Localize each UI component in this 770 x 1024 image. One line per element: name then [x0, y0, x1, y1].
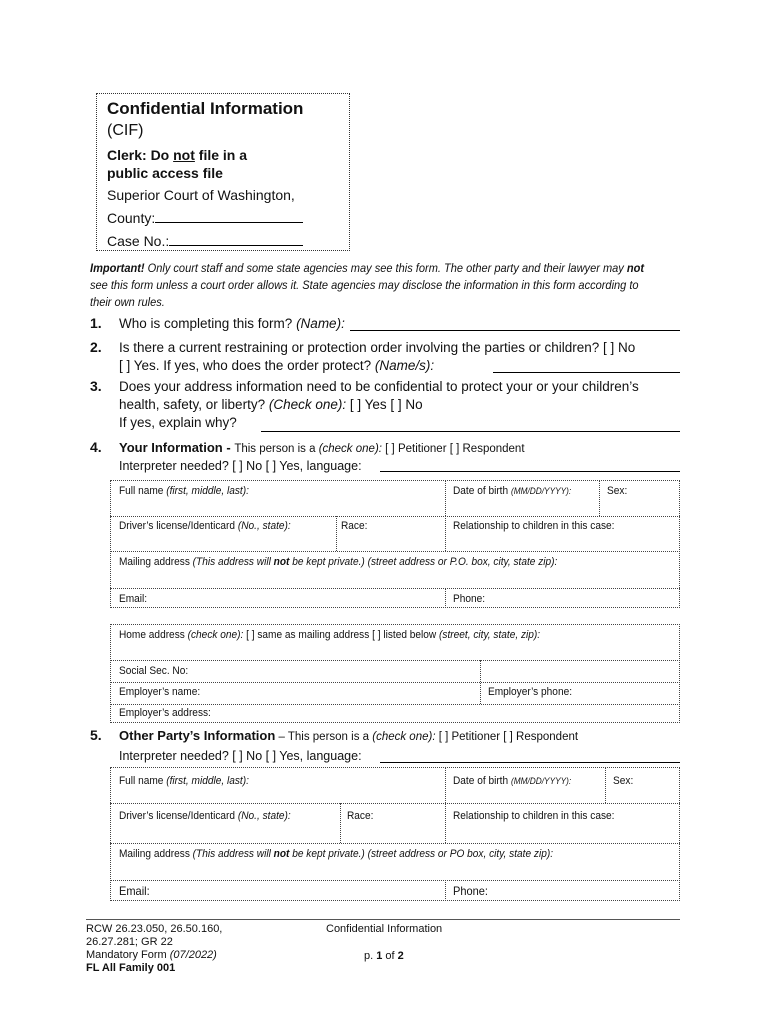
q4-interpreter: Interpreter needed? [ ] No [ ] Yes, language:: [119, 459, 362, 473]
table-divider: [445, 516, 446, 551]
table-divider: [445, 588, 446, 608]
page-pre: p.: [364, 950, 377, 962]
mailing-hint-rest: be kept private.) (street address or P.O. box, city, state zip):: [289, 556, 558, 568]
q2-number: 2.: [90, 339, 102, 355]
full-name-label: Full name: [119, 485, 167, 497]
footer-center-title: Confidential Information: [326, 923, 443, 935]
table-divider: [445, 880, 446, 901]
q5-header: [119, 727, 578, 746]
table-divider: [445, 803, 446, 843]
footer-date: (07/2022): [169, 949, 217, 961]
table-divider: [110, 682, 680, 683]
page-of: of: [382, 950, 398, 962]
dl-label: Driver’s license/Identicard: [119, 520, 238, 532]
q3-explain-field[interactable]: [261, 418, 680, 432]
mailing-hint: (This address will: [192, 556, 274, 568]
cif-title: Confidential Information: [107, 99, 304, 118]
q4-italic: (check one):: [318, 443, 382, 455]
q1-text: [119, 315, 345, 333]
full-name-cell[interactable]: [119, 485, 249, 497]
q2-names-field[interactable]: [493, 359, 680, 373]
sex-cell[interactable]: Sex:: [607, 485, 628, 497]
home-label: Home address: [119, 629, 188, 641]
footer-mandatory: Mandatory Form: [86, 949, 170, 961]
other-email-cell[interactable]: Email:: [119, 884, 150, 898]
table-divider: [445, 480, 446, 516]
other-phone-cell[interactable]: Phone:: [453, 884, 489, 898]
other-mailing-hint-rest: be kept private.) (street address or PO box, city, state zip):: [289, 848, 554, 860]
other-dl-cell[interactable]: [119, 810, 291, 822]
q3-line2-italic: (Check one):: [268, 397, 347, 412]
table-divider: [110, 880, 680, 881]
table-divider: [110, 803, 680, 804]
q2-line1: Is there a current restraining or protection order involving the parties or children? [ ] No: [119, 340, 636, 355]
court-name: Superior Court of Washington,: [107, 187, 295, 203]
other-full-name-hint: (first, middle, last):: [166, 775, 249, 787]
employer-phone-cell[interactable]: Employer’s phone:: [488, 686, 573, 698]
footer-rule: [86, 919, 680, 920]
mailing-hint-not: not: [273, 556, 290, 568]
cif-abbr: (CIF): [107, 122, 144, 139]
employer-name-cell[interactable]: Employer’s name:: [119, 686, 201, 698]
table-divider: [110, 551, 680, 552]
table-divider: [110, 843, 680, 844]
q3-number: 3.: [90, 378, 102, 394]
clerk-notice-not: not: [173, 147, 195, 163]
phone-cell[interactable]: Phone:: [453, 593, 486, 605]
mailing-address-cell[interactable]: [119, 556, 557, 568]
q4-choices: [ ] Petitioner [ ] Respondent: [381, 443, 525, 455]
mailing-label: Mailing address: [119, 556, 193, 568]
dob-label: Date of birth: [453, 485, 511, 497]
q4-number: 4.: [90, 439, 102, 455]
other-full-name-label: Full name: [119, 775, 167, 787]
q3-line2-text: health, safety, or liberty?: [119, 397, 269, 412]
other-mailing-hint-not: not: [273, 848, 290, 860]
q5-title: Other Party’s Information: [119, 728, 276, 743]
other-mailing-hint: (This address will: [192, 848, 274, 860]
full-name-hint: (first, middle, last):: [166, 485, 249, 497]
table-divider: [599, 480, 600, 516]
county-field[interactable]: [155, 210, 303, 223]
table-divider: [110, 704, 680, 705]
dl-cell[interactable]: [119, 520, 291, 532]
case-field[interactable]: [169, 233, 303, 246]
table-divider: [336, 516, 337, 551]
q3-line1: Does your address information need to be confidential to protect your or your children’s: [119, 379, 639, 394]
clerk-notice: [107, 146, 247, 182]
q2-line2-italic: (Name/s):: [374, 358, 435, 373]
q4-text: This person is a: [234, 443, 319, 455]
table-divider: [340, 803, 341, 843]
important-text1: Only court staff and some state agencies may see this form. The other party and their lawyer may: [144, 261, 627, 275]
email-cell[interactable]: Email:: [119, 593, 148, 605]
q3-line2-choices: [ ] Yes [ ] No: [346, 397, 423, 412]
dl-hint: (No., state):: [237, 520, 291, 532]
table-divider: [480, 660, 481, 704]
q2-line2: [119, 357, 434, 375]
home-hint: (check one):: [187, 629, 244, 641]
other-mailing-label: Mailing address: [119, 848, 193, 860]
other-mailing-address-cell[interactable]: [119, 848, 553, 860]
footer-code: FL All Family 001: [86, 962, 176, 974]
other-relationship-cell[interactable]: Relationship to children in this case:: [453, 810, 615, 822]
important-not: not: [626, 261, 645, 275]
home-address-cell[interactable]: [119, 629, 540, 641]
q5-interpreter: Interpreter needed? [ ] No [ ] Yes, language:: [119, 749, 362, 763]
other-full-name-cell[interactable]: [119, 775, 249, 787]
table-divider: [445, 767, 446, 803]
county-row: [107, 210, 303, 226]
other-dl-hint: (No., state):: [237, 810, 291, 822]
county-label: County:: [107, 210, 156, 226]
important-text3: their own rules.: [90, 295, 165, 309]
q4-header: [119, 439, 525, 458]
footer-left: [86, 923, 222, 975]
important-notice: [90, 260, 679, 311]
employer-address-cell[interactable]: Employer’s address:: [119, 707, 211, 719]
ssn-cell[interactable]: Social Sec. No:: [119, 665, 189, 677]
q5-choices: [ ] Petitioner [ ] Respondent: [435, 731, 579, 743]
case-row: [107, 233, 303, 249]
q4-language-field[interactable]: [380, 458, 680, 472]
footer-rcw2: 26.27.281; GR 22: [86, 936, 173, 948]
footer-rcw1: RCW 26.23.050, 26.50.160,: [86, 923, 223, 935]
q1-label-italic: (Name):: [296, 316, 345, 331]
other-dob-cell[interactable]: [453, 775, 571, 787]
page-total: 2: [397, 950, 404, 962]
q5-language-field[interactable]: [380, 749, 680, 763]
table-divider: [110, 660, 680, 661]
other-race-cell[interactable]: Race:: [347, 810, 374, 822]
q5-text: – This person is a: [275, 731, 373, 743]
page-current: 1: [376, 950, 383, 962]
home-choices: [ ] same as mailing address [ ] listed below: [243, 629, 440, 641]
other-sex-cell[interactable]: Sex:: [613, 775, 634, 787]
other-dob-label: Date of birth: [453, 775, 511, 787]
home-hint2: (street, city, state, zip):: [439, 629, 541, 641]
q5-number: 5.: [90, 727, 102, 743]
table-divider: [110, 588, 680, 589]
other-dob-hint: (MM/DD/YYYY):: [510, 776, 572, 786]
page-number: [364, 950, 404, 963]
important-lead: Important!: [90, 261, 145, 275]
dob-cell[interactable]: [453, 485, 571, 497]
case-label: Case No.:: [107, 233, 170, 249]
q3-line2: [119, 396, 423, 414]
q4-title: Your Information -: [119, 440, 235, 455]
q2-line2-text: [ ] Yes. If yes, who does the order protect?: [119, 358, 375, 373]
dob-hint: (MM/DD/YYYY):: [510, 486, 572, 496]
other-dl-label: Driver’s license/Identicard: [119, 810, 238, 822]
q1-number: 1.: [90, 315, 102, 331]
q1-name-field[interactable]: [350, 317, 680, 331]
clerk-notice-pre: Clerk: Do: [107, 147, 174, 163]
table-divider: [110, 516, 680, 517]
race-cell[interactable]: Race:: [341, 520, 368, 532]
clerk-notice-post: file in a: [194, 147, 248, 163]
q5-italic: (check one):: [372, 731, 436, 743]
clerk-notice-line2: public access file: [107, 165, 223, 181]
important-text2: see this form unless a court order allows it. State agencies may disclose the information in this form according to: [90, 278, 639, 292]
q1-label: Who is completing this form?: [119, 316, 297, 331]
table-divider: [605, 767, 606, 803]
relationship-cell[interactable]: Relationship to children in this case:: [453, 520, 615, 532]
q3-line3: If yes, explain why?: [119, 415, 237, 430]
